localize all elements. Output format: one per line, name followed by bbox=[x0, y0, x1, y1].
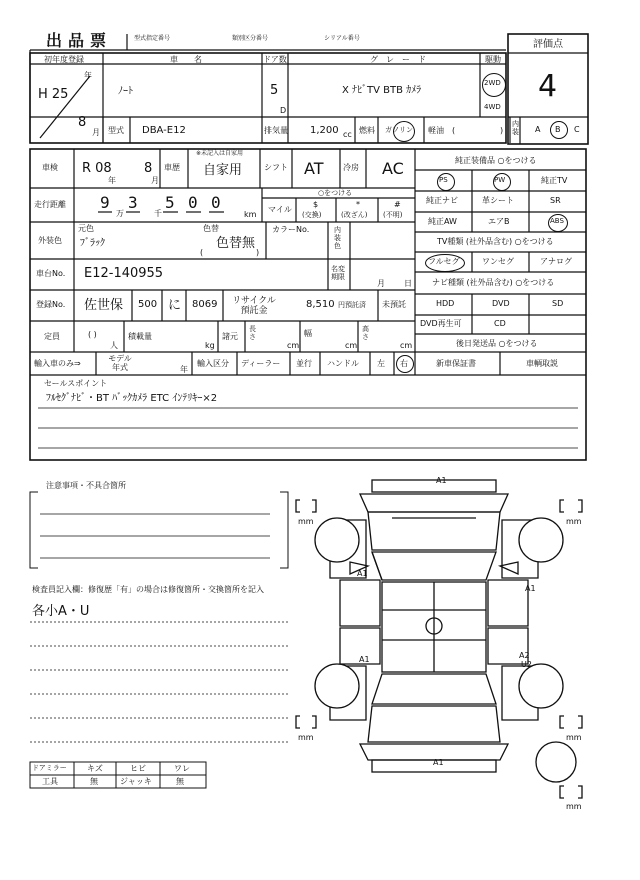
recycle-label: リサイクル預託金 bbox=[232, 296, 276, 317]
mm-front-right: mm bbox=[566, 517, 582, 526]
reg-class: 500 bbox=[138, 299, 158, 310]
model-value: DBA-E12 bbox=[142, 125, 186, 136]
length-label: 長さ bbox=[249, 325, 256, 341]
repaint-paren-open: ( bbox=[200, 248, 204, 257]
height-cm: cm bbox=[400, 341, 413, 350]
circle-note: ○をつける bbox=[318, 189, 353, 197]
later-warranty: 新車保証書 bbox=[436, 359, 476, 368]
page-title: 出品票 bbox=[46, 31, 113, 50]
history-value: 自家用 bbox=[203, 163, 243, 178]
shaken-month-unit: 月 bbox=[151, 176, 159, 185]
orig-color-label: 元色 bbox=[78, 224, 94, 233]
person-unit: 人 bbox=[110, 341, 118, 350]
height-label: 高さ bbox=[362, 325, 369, 341]
length-cm: cm bbox=[287, 341, 300, 350]
model-label: 型式 bbox=[108, 126, 124, 135]
cc-unit: cc bbox=[343, 130, 352, 139]
meter-tamper-symbol: * bbox=[356, 200, 360, 209]
interior-c: C bbox=[574, 125, 580, 134]
shaken-value: R 08 bbox=[82, 161, 112, 176]
mileage-digit-1: 9 bbox=[100, 193, 110, 212]
model-year-unit: 年 bbox=[180, 365, 188, 374]
car-name-label: 車名 bbox=[170, 55, 218, 64]
equip-aw: 純正AW bbox=[428, 217, 457, 226]
recycle-unit: 円預託済 bbox=[338, 301, 366, 309]
color-label: 外装色 bbox=[38, 236, 62, 245]
mini-crack: ヒビ bbox=[130, 764, 146, 773]
notes-label: 注意事項・不具合箇所 bbox=[46, 481, 126, 490]
meter-swap-text: (交換) bbox=[302, 211, 322, 219]
doors-value: 5 bbox=[270, 83, 279, 98]
nav-dvd: DVD bbox=[492, 299, 510, 308]
tv-title: TV種類 (社外品含む) ○をつける bbox=[437, 237, 554, 246]
reg-area: 佐世保 bbox=[84, 298, 124, 313]
equip-sr: SR bbox=[550, 196, 561, 205]
repaint-paren-close: ) bbox=[256, 248, 260, 257]
doors-label: ドア数 bbox=[263, 55, 287, 64]
meter-swap-symbol: $ bbox=[313, 200, 319, 209]
grade-label: グレード bbox=[370, 55, 434, 64]
import-parallel: 並行 bbox=[296, 359, 312, 368]
km-unit: km bbox=[244, 210, 257, 219]
tv-analog: アナログ bbox=[540, 257, 572, 266]
car-damage-diagram bbox=[296, 480, 582, 798]
fuel-label: 燃料 bbox=[359, 126, 375, 135]
import-type-label: 輸入区分 bbox=[197, 359, 229, 368]
interior-b: B bbox=[555, 125, 561, 134]
reg-number: 8069 bbox=[192, 299, 218, 310]
later-manual: 車輌取説 bbox=[526, 359, 558, 368]
reg-label: 登録No. bbox=[36, 300, 66, 309]
tv-fullseg: フルセグ bbox=[428, 257, 460, 266]
nav-title: ナビ種類 (社外品含む) ○をつける bbox=[432, 278, 555, 287]
dims-label: 諸元 bbox=[222, 332, 238, 341]
drive-label: 駆動 bbox=[485, 55, 501, 64]
capacity-label: 定員 bbox=[44, 332, 60, 341]
mileage-label: 走行距離 bbox=[34, 200, 66, 209]
mark-rear-bumper: A1 bbox=[433, 758, 444, 767]
first-reg-label: 初年度登録 bbox=[44, 55, 84, 64]
handle-label: ハンドル bbox=[327, 359, 359, 368]
mileage-sen-unit: 千 bbox=[154, 209, 162, 218]
reg-kana: に bbox=[168, 298, 182, 313]
nc-month: 月 bbox=[377, 279, 385, 288]
nav-cd: CD bbox=[494, 319, 506, 328]
nav-sd: SD bbox=[552, 299, 564, 308]
mark-left-rear: A1 bbox=[359, 655, 370, 664]
capacity-paren: ( ) bbox=[88, 330, 97, 339]
serial-label: シリアル番号 bbox=[324, 35, 360, 42]
equip-pw: PW bbox=[494, 176, 506, 184]
cooler-label: 冷房 bbox=[343, 163, 359, 172]
width-label: 幅 bbox=[304, 329, 312, 338]
model-year-label: モデル年式 bbox=[108, 354, 132, 372]
orig-color-value: ﾌﾞﾗｯｸ bbox=[80, 238, 105, 249]
mm-rear-left: mm bbox=[298, 733, 314, 742]
meter-unknown-text: (不明) bbox=[383, 211, 403, 219]
mark-left-front: A1 bbox=[357, 569, 368, 578]
nav-dvd-play: DVD再生可 bbox=[420, 319, 462, 328]
model-no-label: 型式指定番号 bbox=[134, 35, 171, 42]
mini-tools: 工具 bbox=[42, 777, 58, 786]
car-name-value: ﾉｰﾄ bbox=[118, 86, 133, 97]
cooler-value: AC bbox=[382, 159, 404, 178]
chassis-label: 車台No. bbox=[36, 269, 66, 278]
displacement-label: 排気量 bbox=[264, 126, 288, 135]
handle-left: 左 bbox=[377, 359, 385, 368]
mark-right-rear-a2: A2 bbox=[519, 651, 530, 660]
first-reg-month: 8 bbox=[78, 115, 87, 130]
tv-oneseg: ワンセグ bbox=[482, 257, 514, 266]
repaint-value: 色替無 bbox=[216, 236, 256, 251]
mm-front-left: mm bbox=[298, 517, 314, 526]
rating-value: 4 bbox=[538, 69, 558, 104]
history-note: ※未記入は自家用 bbox=[196, 150, 244, 157]
history-label: 車歴 bbox=[164, 163, 180, 172]
mm-rear-right: mm bbox=[566, 733, 582, 742]
recycle-unpaid: 未預託 bbox=[382, 300, 406, 309]
shift-label: シフト bbox=[264, 163, 288, 172]
mileage-digit-5: 0 bbox=[211, 193, 221, 212]
mini-scratch: キズ bbox=[87, 764, 103, 773]
equip-tv: 純正TV bbox=[541, 176, 568, 185]
mark-right-front: A1 bbox=[525, 584, 536, 593]
mileage-digit-4: 0 bbox=[188, 193, 198, 212]
inspector-label: 検査員記入欄：修復歴「有」の場合は修復箇所・交換箇所を記入 bbox=[32, 585, 264, 594]
later-title: 後日発送品 ○をつける bbox=[456, 339, 538, 348]
width-cm: cm bbox=[345, 341, 358, 350]
mileage-digit-3: 5 bbox=[165, 193, 175, 212]
equip-abs: ABS bbox=[550, 217, 564, 225]
meter-unknown-symbol: # bbox=[394, 200, 401, 209]
import-dealer: ディーラー bbox=[241, 359, 281, 368]
interior-color-label: 内装色 bbox=[334, 226, 341, 251]
inspector-text: 各小A・U bbox=[32, 604, 90, 619]
equip-navi: 純正ナビ bbox=[426, 196, 458, 205]
equipment-title: 純正装備品 ○をつける bbox=[455, 156, 537, 165]
mileage-man-unit: 万 bbox=[116, 209, 124, 218]
month-unit: 月 bbox=[92, 128, 100, 137]
nav-hdd: HDD bbox=[436, 299, 455, 308]
mini-break: ワレ bbox=[174, 764, 190, 773]
mini-jack-none: 無 bbox=[176, 777, 184, 786]
displacement-value: 1,200 bbox=[310, 125, 339, 136]
mileage-digit-2: 3 bbox=[128, 193, 138, 212]
interior-a: A bbox=[535, 125, 541, 134]
shift-value: AT bbox=[304, 159, 324, 178]
first-reg-era: H 25 bbox=[38, 87, 69, 102]
mm-spare: mm bbox=[566, 802, 582, 811]
equip-ps: PS bbox=[439, 176, 448, 184]
fuel-diesel: 軽油 bbox=[428, 126, 444, 135]
equip-leather: 革シート bbox=[482, 196, 514, 205]
drive-4wd: 4WD bbox=[484, 103, 501, 111]
interior-label: 内装 bbox=[512, 120, 519, 136]
fuel-paren-open: ( bbox=[452, 126, 456, 135]
handle-right: 右 bbox=[400, 359, 408, 368]
chassis-value: E12-140955 bbox=[84, 266, 164, 281]
mark-front-bumper: A1 bbox=[436, 476, 447, 485]
shaken-label: 車検 bbox=[42, 163, 58, 172]
nc-day: 日 bbox=[404, 279, 412, 288]
fuel-gas: ガソリン bbox=[385, 126, 413, 134]
recycle-value: 8,510 bbox=[306, 299, 335, 310]
fuel-paren-close: ) bbox=[500, 126, 504, 135]
equip-airbag: エアB bbox=[488, 217, 510, 226]
sales-text: ﾌﾙｾｸﾞﾅﾋﾞ・BT ﾊﾞｯｸｶﾒﾗ ETC ｲﾝﾃﾘｷｰ×2 bbox=[46, 393, 218, 404]
name-change-label: 名変期限 bbox=[331, 265, 345, 282]
grade-value: X ﾅﾋﾞTV BTB ｶﾒﾗ bbox=[342, 85, 422, 96]
mile-label: マイル bbox=[268, 205, 292, 214]
mini-door-mirror: ドアミラー bbox=[32, 764, 67, 772]
sales-label: セールスポイント bbox=[44, 379, 108, 388]
load-kg: kg bbox=[205, 341, 215, 350]
mini-tools-none: 無 bbox=[90, 777, 98, 786]
shaken-year-unit: 年 bbox=[108, 176, 116, 185]
drive-2wd: 2WD bbox=[484, 79, 501, 87]
class-no-label: 類別区分番号 bbox=[232, 35, 269, 42]
repaint-label: 色替 bbox=[203, 224, 219, 233]
year-unit: 年 bbox=[84, 71, 92, 80]
mini-jack: ジャッキ bbox=[120, 777, 152, 786]
mark-right-rear-u2: U2 bbox=[521, 660, 532, 669]
color-no-label: カラーNo. bbox=[272, 225, 310, 234]
shaken-month: 8 bbox=[144, 161, 153, 176]
rating-label: 評価点 bbox=[533, 39, 563, 50]
load-label: 積載量 bbox=[128, 332, 152, 341]
import-label: 輸入車のみ⇒ bbox=[34, 359, 81, 368]
door-type: D bbox=[280, 106, 287, 115]
meter-tamper-text: (改ざん) bbox=[341, 211, 368, 219]
